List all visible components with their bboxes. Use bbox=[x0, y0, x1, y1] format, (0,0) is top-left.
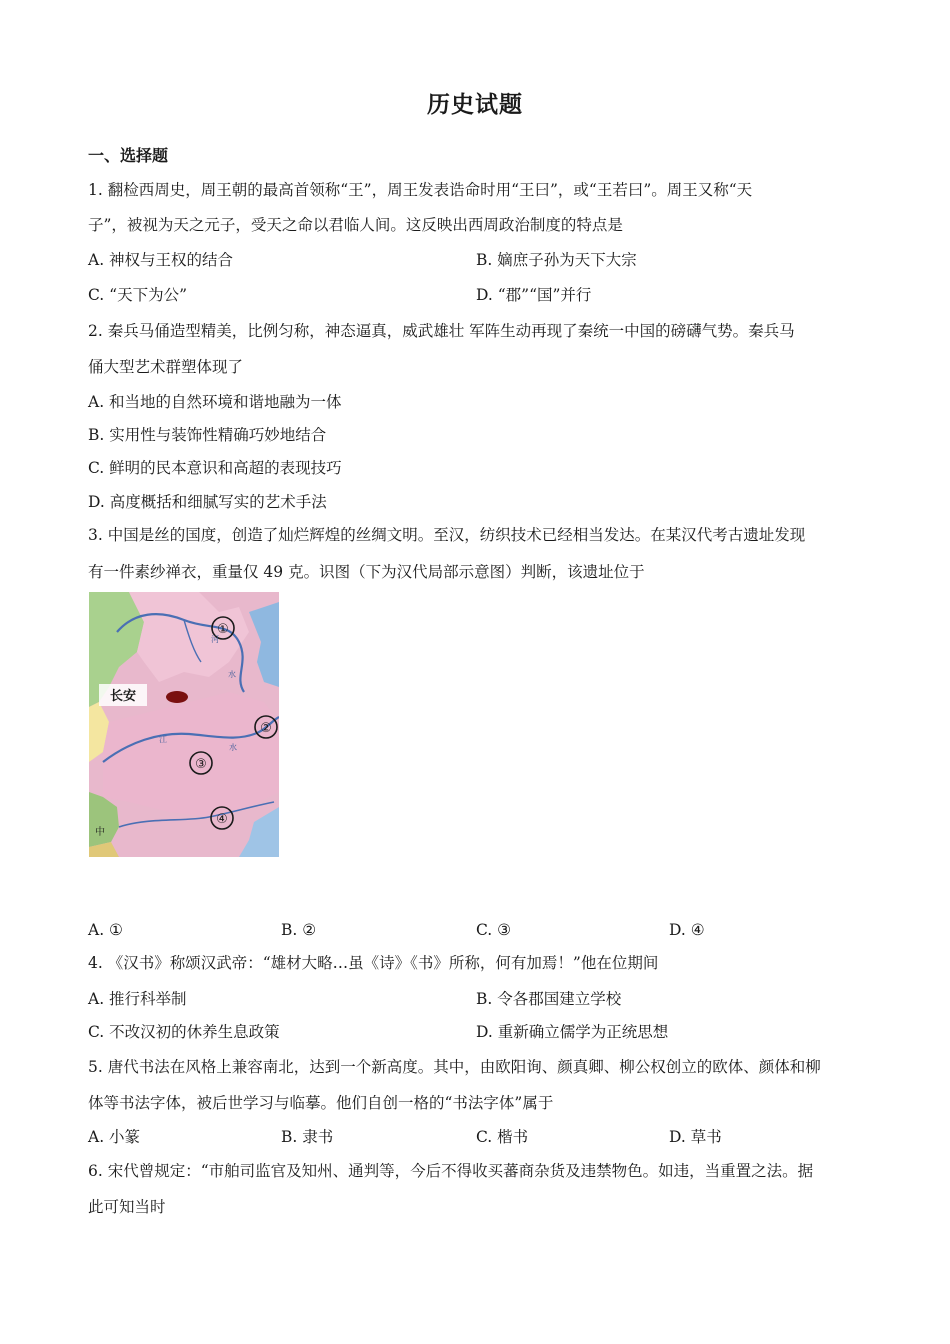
question-6-line-1: 6. 宋代曾规定：“市舶司监官及知州、通判等，今后不得收买蕃商杂货及违禁物色。如违，当重置之法。据 bbox=[88, 1162, 814, 1180]
q3-option-d[interactable]: D. ④ bbox=[669, 921, 705, 939]
map-marker-4: ④ bbox=[216, 812, 228, 827]
q1-option-a[interactable]: A. 神权与王权的结合 bbox=[88, 251, 234, 269]
map-marker-2: ② bbox=[260, 721, 272, 736]
q1-option-d[interactable]: D. “郡”“国”并行 bbox=[476, 286, 592, 304]
q2-option-a[interactable]: A. 和当地的自然环境和谐地融为一体 bbox=[88, 393, 342, 411]
question-3-line-1: 3. 中国是丝的国度，创造了灿烂辉煌的丝绸文明。至汉，纺织技术已经相当发达。在某汉代考古遗址发现 bbox=[88, 526, 806, 544]
map-label-changan: 长安 bbox=[109, 689, 137, 704]
q5-option-c[interactable]: C. 楷书 bbox=[476, 1128, 529, 1146]
question-5-line-2: 体等书法字体，被后世学习与临摹。他们自创一格的“书法字体”属于 bbox=[88, 1094, 554, 1112]
question-1-line-2: 子”，被视为天之元子，受天之命以君临人间。这反映出西周政治制度的特点是 bbox=[88, 216, 623, 234]
q3-option-c[interactable]: C. ③ bbox=[476, 921, 512, 939]
map-river-label-top-1: 河 bbox=[211, 635, 219, 644]
q5-option-d[interactable]: D. 草书 bbox=[669, 1128, 722, 1146]
q3-option-b[interactable]: B. ② bbox=[281, 921, 317, 939]
q2-option-b[interactable]: B. 实用性与装饰性精确巧妙地结合 bbox=[88, 426, 327, 444]
q2-option-d[interactable]: D. 高度概括和细腻写实的艺术手法 bbox=[88, 493, 327, 511]
q1-option-b[interactable]: B. 嫡庶子孙为天下大宗 bbox=[476, 251, 637, 269]
q5-option-a[interactable]: A. 小篆 bbox=[88, 1128, 141, 1146]
question-4-line-1: 4. 《汉书》称颂汉武帝：“雄材大略…虽《诗》《书》所称，何有加焉！”他在位期间 bbox=[88, 954, 659, 972]
question-2-line-1: 2. 秦兵马俑造型精美，比例匀称，神态逼真，威武雄壮 军阵生动再现了秦统一中国的磅礴气势。秦兵马 bbox=[88, 322, 795, 340]
page-title: 历史试题 bbox=[427, 92, 523, 118]
map-corner-label: 中 bbox=[95, 827, 105, 838]
q2-option-c[interactable]: C. 鲜明的民本意识和高超的表现技巧 bbox=[88, 459, 342, 477]
question-1-line-1: 1. 翻检西周史，周王朝的最高首领称“王”，周王发表诰命时用“王曰”，或“王若曰”。周王又称“天 bbox=[88, 181, 753, 199]
q4-option-c[interactable]: C. 不改汉初的休养生息政策 bbox=[88, 1023, 280, 1041]
map-river-label-bottom-1: 江 bbox=[159, 735, 167, 744]
map-marker-3: ③ bbox=[195, 757, 207, 772]
han-dynasty-map bbox=[89, 592, 279, 857]
question-3-line-2: 有一件素纱禅衣，重量仅 49 克。识图（下为汉代局部示意图）判断，该遗址位于 bbox=[88, 563, 645, 581]
map-marker-1: ① bbox=[217, 622, 229, 637]
q4-option-a[interactable]: A. 推行科举制 bbox=[88, 990, 187, 1008]
q3-option-a[interactable]: A. ① bbox=[88, 921, 123, 939]
question-5-line-1: 5. 唐代书法在风格上兼容南北，达到一个新高度。其中，由欧阳询、颜真卿、柳公权创立的欧体、颜体和柳 bbox=[88, 1058, 821, 1076]
q1-option-c[interactable]: C. “天下为公” bbox=[88, 286, 188, 304]
q4-option-d[interactable]: D. 重新确立儒学为正统思想 bbox=[476, 1023, 669, 1041]
q4-option-b[interactable]: B. 令各郡国建立学校 bbox=[476, 990, 622, 1008]
q5-option-b[interactable]: B. 隶书 bbox=[281, 1128, 334, 1146]
question-2-line-2: 俑大型艺术群塑体现了 bbox=[88, 358, 244, 376]
map-river-label-bottom-2: 水 bbox=[229, 743, 237, 752]
question-6-line-2: 此可知当时 bbox=[88, 1198, 166, 1216]
map-river-label-top-2: 水 bbox=[228, 670, 236, 679]
section-heading: 一、选择题 bbox=[88, 146, 169, 165]
